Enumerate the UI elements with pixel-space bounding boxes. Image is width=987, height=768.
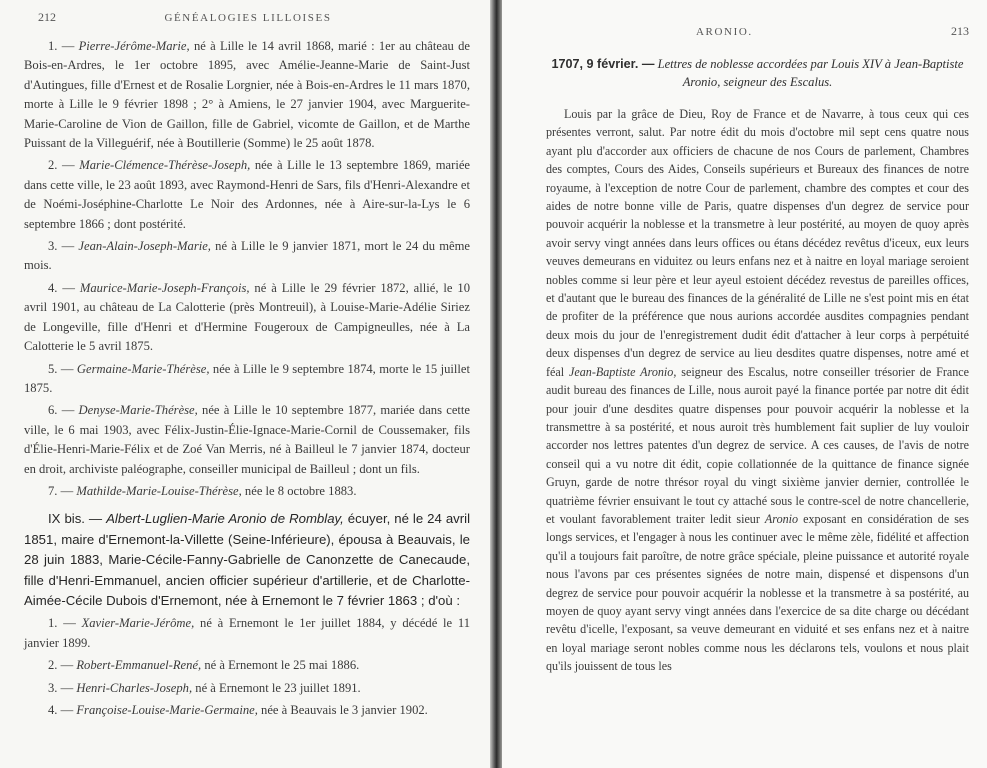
main-entry: [24, 509, 470, 611]
entry-name: Germaine-Marie-Thérèse,: [76, 361, 210, 376]
entry-name: Robert-Emmanuel-René,: [76, 658, 202, 673]
entry-number: 5. —: [48, 361, 74, 376]
entry-text: né à Lille le 14 avril 1868, marié : 1er au château de Bois-en-Ardres, le 1er octobre 1895, avec Amélie-Jeanne-Marie de Saint-Just d'Autingues, fille d'Ernest et de Rosalie Lorgnier, née à Bois-en-Ardres le 11 mars 1870, morte à Lille le 9 février 1898 ; 2° à Amiens, le 27 janvier 1904, avec Marguerite-Marie-Caroline de Vion de Gaillon, fille de Gabriel, vicomte de Gaillon, et de Marthe Puissant de la Villeguérif, née à Boutillerie (Somme) le 25 août 1878.: [24, 39, 470, 151]
document-heading: [546, 55, 969, 91]
entry-text: né à Lille le 29 février 1872, allié, le 10 avril 1901, au château de La Calotterie (près Montreuil), à Louise-Marie-Adélie Siriez de Longeville, fille d'Henri et d'Hermine Fougeroux de Campigneulles, née à La Calotterie le 5 avril 1875.: [24, 280, 471, 354]
entry-name: Françoise-Louise-Marie-Germaine,: [76, 703, 258, 717]
child-entry: [24, 679, 470, 698]
body-name: Jean-Baptiste Aronio,: [569, 364, 677, 379]
entry-number: 3. —: [48, 239, 75, 254]
main-entry-name: Albert-Luglien-Marie Aronio de Romblay,: [106, 511, 344, 527]
child-entry: [24, 701, 470, 720]
right-running-head: [696, 24, 969, 39]
entry-number: 2. —: [48, 658, 74, 673]
entry-name: Mathilde-Marie-Louise-Thérèse,: [76, 483, 242, 498]
body-part-1: Louis par la grâce de Dieu, Roy de France et de Navarre, à tous ceux qui ces présentes verront, salut. Par notre édit du mois d'octobre mil sept cens quatre nous ayant plu d'accorder aux officiers de chacune de nos Cours de parlement, Chambres des comptes, Cours des Aides, Conseils supérieurs et Bureaux des finances de notre royaume, à l'exception de notre Cour de parlement, chambre des comptes et cour des aides de notre bonne ville de Paris, quatre dispenses d'un degrez de service pour pouvoir acquérir la noblesse et la transmetre à leur postérité, au moyen de quoy après avoir servy vingt années dans leurs offices ou étans décédez revêtus d'iceux, eux leurs veuves demeurans en viduitez ou leurs enfans nez et à naitre en loyal mariage seroient nobles comme si leur père et leur ayeul estoient décédez revestus de pareilles offices, et d'autant que le bureau des finances de la généralité de Lille ne s'est point mis en état de profiter de la préférence que nous aurions accordée ausdites compagnies pendant deux mois du jour de l'enregistrement dudit édit d'attacher à leur corps à perpétuité deux dispenses d'un degrez de service au lieu desdites quatre dispenses, notre amé et féal: [546, 107, 969, 379]
child-entry: [24, 279, 470, 357]
entry-name: Marie-Clémence-Thérèse-Joseph,: [79, 158, 251, 173]
body-part-3: exposant en considération de ses longs services, et l'engager à nous les continuer avec le même zèle, fidélité et affection qu'il a toujours fait paroître, de notre grâce spéciale, pleine puissance et autorité royale nous l'avons par ces présentes signées de notre main, dispensé et dispensons d'un degrez de service pour pouvoir acquérir la noblesse et la transmetre à sa postérité, au moyen de quoy ayant servy vingt années dans l'exercice de sa dite charge ou décédant revêtu d'icelle, l'exposant, sa veuve demeurant en viduité et ses enfans nez et à naitre en loyal mariage seront nobles comme nous les déclarons tels, voulons et nous plait qu'ils jouissent de tous les: [546, 511, 969, 674]
left-running-title: GÉNÉALOGIES LILLOISES: [164, 12, 332, 24]
entry-number: 2. —: [48, 158, 75, 173]
entry-number: 6. —: [48, 403, 75, 418]
entry-name: Pierre-Jérôme-Marie,: [78, 39, 190, 53]
body-name-2: Aronio: [764, 511, 799, 526]
child-entry: [24, 614, 470, 653]
entry-name: Henri-Charles-Joseph,: [76, 680, 193, 695]
entry-number: 4. —: [48, 280, 75, 295]
main-entry-number: IX bis. —: [48, 511, 103, 527]
entry-number: 1. —: [48, 616, 76, 631]
left-page-number: 212: [38, 10, 56, 24]
heading-date: 1707, 9 février. —: [551, 57, 655, 71]
entry-text: né à Ernemont le 1er juillet 1884, y décédé le 11 janvier 1899.: [24, 616, 471, 650]
entry-text: née à Beauvais le 3 janvier 1902.: [257, 703, 428, 717]
entry-number: 1. —: [48, 39, 75, 53]
entry-text: né à Ernemont le 25 mai 1886.: [201, 658, 360, 673]
left-page: [0, 0, 490, 768]
entry-text: née à Lille le 13 septembre 1869, mariée dans cette ville, le 23 août 1893, avec Raymond-Henri de Sars, fils d'Henri-Alexandre et de Noémi-Joséphine-Charlotte Le Noir des Ardonnes, née à Aire-sur-la-Lys le 6 septembre 1866 ; dont postérité.: [24, 158, 471, 231]
entry-text: né à Lille le 9 janvier 1871, mort le 24 du même mois.: [24, 239, 470, 273]
entry-number: 3. —: [48, 680, 74, 695]
entry-text: née le 8 octobre 1883.: [241, 483, 357, 498]
entry-name: Denyse-Marie-Thérèse,: [78, 403, 198, 418]
entry-name: Jean-Alain-Joseph-Marie,: [78, 239, 211, 254]
body-part-2: seigneur des Escalus, notre conseiller trésorier de France audit bureau des finances de Lille, nous auroit payé la finance portée par notre dit édit pour jouir d'une desdites quatre dispenses pour pouvoir acquérir la noblesse et la transmettre à sa postérité, et nous auroit très humblement fait suplier de luy vouloir accorder nos lettres patentes d'un degrez de service. A ces causes, de l'avis de notre conseil qui a vu notre dit édit, copie collationnée de la quittance de finance signée Gruyn, garde de notre thrésor royal du vingt sixième janvier dernier, controllée le quatrième février ensuivant le tout cy attaché sous le contre-scel de notre chancellerie, et voulant favorablement traiter ledit sieur: [546, 364, 969, 526]
book-gutter: [490, 0, 502, 768]
entry-number: 7. —: [48, 483, 74, 498]
letters-patent-text: [546, 105, 969, 676]
child-entry: [24, 360, 470, 399]
entry-name: Maurice-Marie-Joseph-François,: [79, 280, 250, 295]
right-page: [502, 0, 987, 768]
child-entry: [24, 156, 470, 234]
child-entry: [24, 656, 470, 675]
left-running-head: [38, 10, 460, 25]
entry-text: née à Lille le 9 septembre 1874, morte le 15 juillet 1875.: [24, 361, 470, 395]
child-entry: [24, 37, 470, 153]
child-entry: [24, 401, 470, 479]
main-entry-text: écuyer, né le 24 avril 1851, maire d'Ernemont-la-Villette (Seine-Inférieure), épousa à Beauvais, le 28 juin 1883, Marie-Cécile-Fanny-Gabrielle de Canonzette de Canecaude, fille d'Henri-Emmanuel, ancien officier supérieur d'artillerie, et de Charlotte-Aimée-Cécile Dubois d'Ernemont, née à Ernemont le 7 février 1863 ; d'où :: [24, 511, 470, 608]
right-page-number: 213: [951, 24, 969, 38]
child-entry: [24, 482, 470, 501]
entry-number: 4. —: [48, 703, 74, 717]
child-entry: [24, 237, 470, 276]
entry-text: né à Ernemont le 23 juillet 1891.: [192, 680, 361, 695]
right-running-title: ARONIO.: [696, 26, 753, 38]
entry-text: née à Lille le 10 septembre 1877, mariée dans cette ville, le 6 mai 1903, avec Félix-Justin-Élie-Ignace-Marie-Cornil de Coussemaker, fils d'Élie-Henri-Marie-Félix et de Zoé Van Merris, né à Bailleul le 7 janvier 1874, docteur en droit, archiviste paléographe, conseiller municipal de Bailleul ; dont un fils.: [24, 403, 470, 476]
heading-title: Lettres de noblesse accordées par Louis XIV à Jean-Baptiste Aronio, seigneur des Escalus.: [654, 57, 964, 89]
entry-name: Xavier-Marie-Jérôme,: [81, 616, 195, 631]
